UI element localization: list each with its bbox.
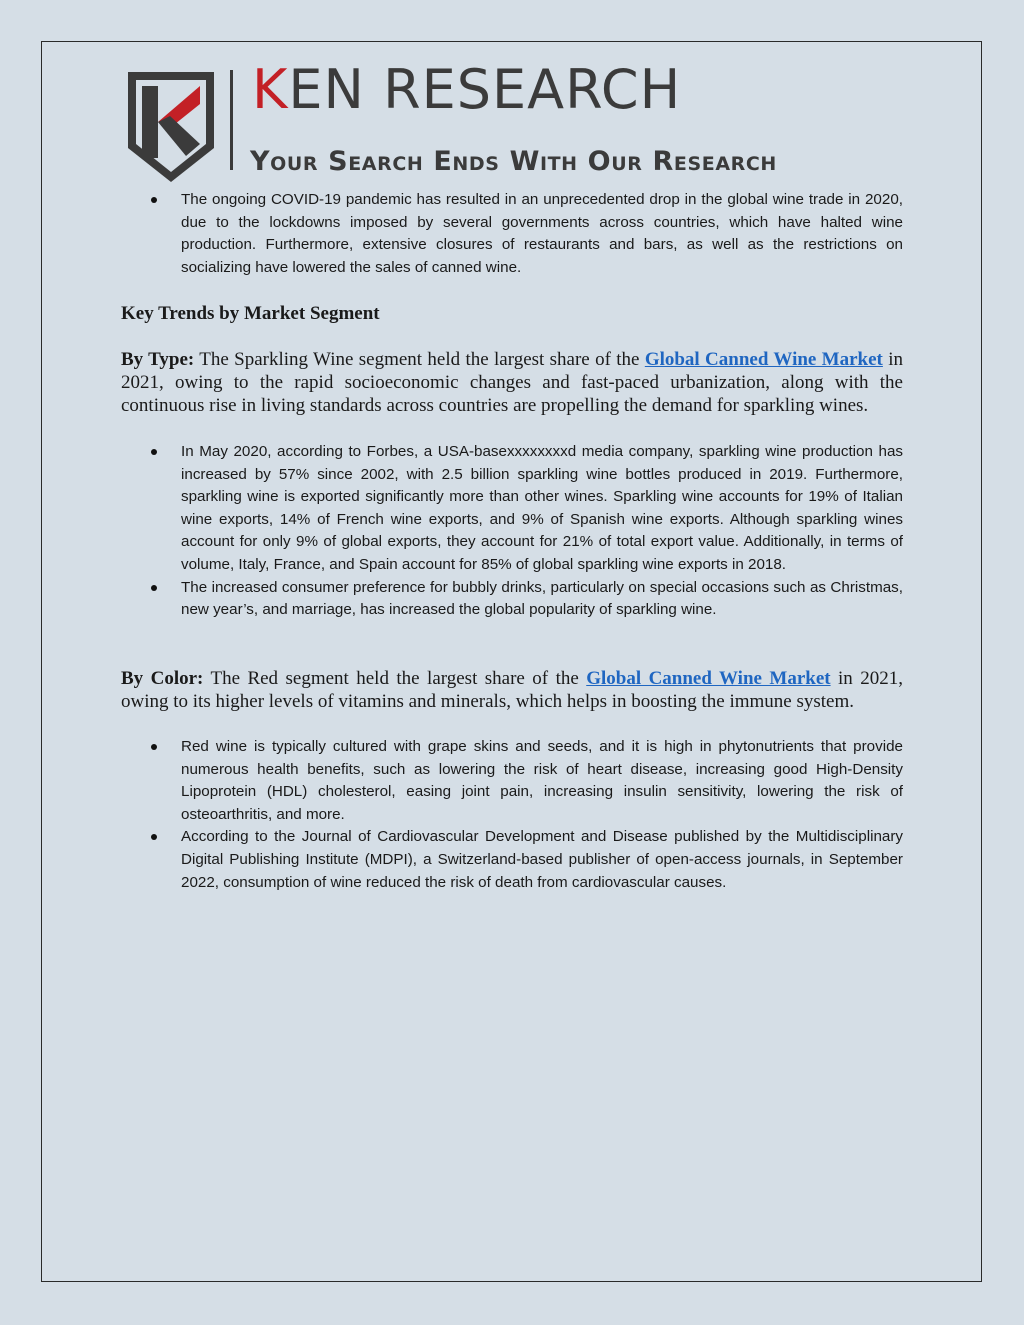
by-color-bullet-list (146, 736, 903, 894)
list-item: In May 2020, according to Forbes, a USA-basexxxxxxxxd media company, sparkling wine production has increased by 57% since 2002, with 2.5 billion sparkling wine bottles produced in 2019. Furthermore, sparkling wine is exported significantly more than other wines. Sparkling wine accounts for 19% of Italian wine exports, 14% of French wine exports, and 9% of Spanish wine exports. Although sparkling wines account for only 9% of global exports, they account for 21% of total export value. Additionally, in terms of volume, Italy, France, and Spain account for 85% of global sparkling wine exports in 2018. (146, 441, 903, 577)
logo-wordmark-rest: EN RESEARCH (288, 58, 682, 121)
logo-wordmark (252, 58, 681, 121)
by-type-text-after: in 2021, owing to the rapid socioeconomic changes and fast-paced urbanization, along with the continuous rise in living standards across countries are propelling the demand for sparkling wines. (121, 349, 904, 416)
global-canned-wine-market-link[interactable]: Global Canned Wine Market (586, 668, 831, 689)
by-type-text-before: The Sparkling Wine segment held the largest share of the (194, 349, 645, 370)
list-item: The increased consumer preference for bubbly drinks, particularly on special occasions such as Christmas, new year’s, and marriage, has increased the global popularity of sparkling wine. (146, 577, 903, 622)
by-color-label: By Color: (121, 668, 204, 689)
logo-wordmark-k: K (252, 58, 289, 121)
intro-bullet-list (146, 189, 903, 279)
logo-shield-icon (126, 66, 216, 184)
list-item: Red wine is typically cultured with grape skins and seeds, and it is high in phytonutrients that provide numerous health benefits, such as lowering the risk of heart disease, increasing good High-Density Lipoprotein (HDL) cholesterol, easing joint pain, increasing insulin sensitivity, lowering the risk of osteoarthritis, and more. (146, 736, 903, 826)
list-item: The ongoing COVID-19 pandemic has resulted in an unprecedented drop in the global wine trade in 2020, due to the lockdowns imposed by several governments across countries, which have halted wine production. Furthermore, extensive closures of restaurants and bars, as well as the restrictions on socializing have lowered the sales of canned wine. (146, 189, 903, 279)
by-color-paragraph (121, 667, 903, 713)
by-type-bullet-list (146, 441, 903, 622)
logo-divider (230, 70, 233, 170)
global-canned-wine-market-link[interactable]: Global Canned Wine Market (644, 349, 883, 370)
ken-research-logo (126, 58, 902, 184)
by-type-paragraph (121, 348, 903, 417)
by-color-text-after: in 2021, owing to its higher levels of vitamins and minerals, which helps in boosting the immune system. (121, 668, 903, 712)
list-item: According to the Journal of Cardiovascular Development and Disease published by the Multidisciplinary Digital Publishing Institute (MDPI), a Switzerland-based publisher of open-access journals, in September 2022, consumption of wine reduced the risk of death from cardiovascular causes. (146, 826, 903, 894)
logo-tagline: Your Search Ends With Our Research (250, 146, 777, 177)
by-type-label: By Type: (121, 349, 195, 370)
section-heading: Key Trends by Market Segment (121, 303, 380, 324)
by-color-text-before: The Red segment held the largest share of the (203, 668, 587, 689)
